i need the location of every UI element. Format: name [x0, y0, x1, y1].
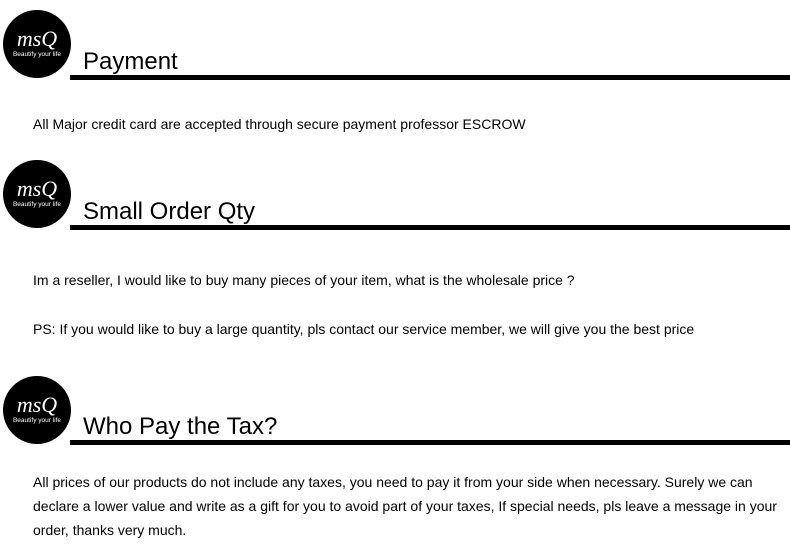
section-divider — [70, 75, 790, 80]
section-divider — [70, 440, 790, 445]
msq-logo-icon — [3, 376, 71, 444]
svg-text:Beautify your life: Beautify your life — [12, 51, 62, 58]
payment-text: All Major credit card are accepted through secure payment professor ESCROW — [33, 116, 526, 132]
section-title-payment: Payment — [83, 48, 178, 75]
svg-text:Beautify your life: Beautify your life — [12, 417, 62, 424]
section-title-small-order: Small Order Qty — [83, 198, 256, 225]
msq-logo-icon — [3, 10, 71, 78]
small-order-question: Im a reseller, I would like to buy many pieces of your item, what is the wholesale price ? — [33, 272, 575, 288]
small-order-answer: PS: If you would like to buy a large quantity, pls contact our service member, we will give you the best price — [33, 321, 695, 337]
section-title-tax: Who Pay the Tax? — [83, 413, 278, 440]
svg-text:msQ: msQ — [16, 26, 58, 51]
tax-text: All prices of our products do not include any taxes, you need to pay it from your side when necessary. Surely we can declare a lower value and write as a gift for you to avoid part of your taxes, If special needs, pls leave a message in your order, thanks very much. — [33, 474, 777, 538]
section-divider — [70, 225, 790, 230]
svg-text:msQ: msQ — [16, 176, 58, 201]
svg-text:msQ: msQ — [16, 392, 58, 417]
msq-logo-icon — [3, 160, 71, 228]
svg-text:Beautify your life: Beautify your life — [12, 201, 62, 208]
